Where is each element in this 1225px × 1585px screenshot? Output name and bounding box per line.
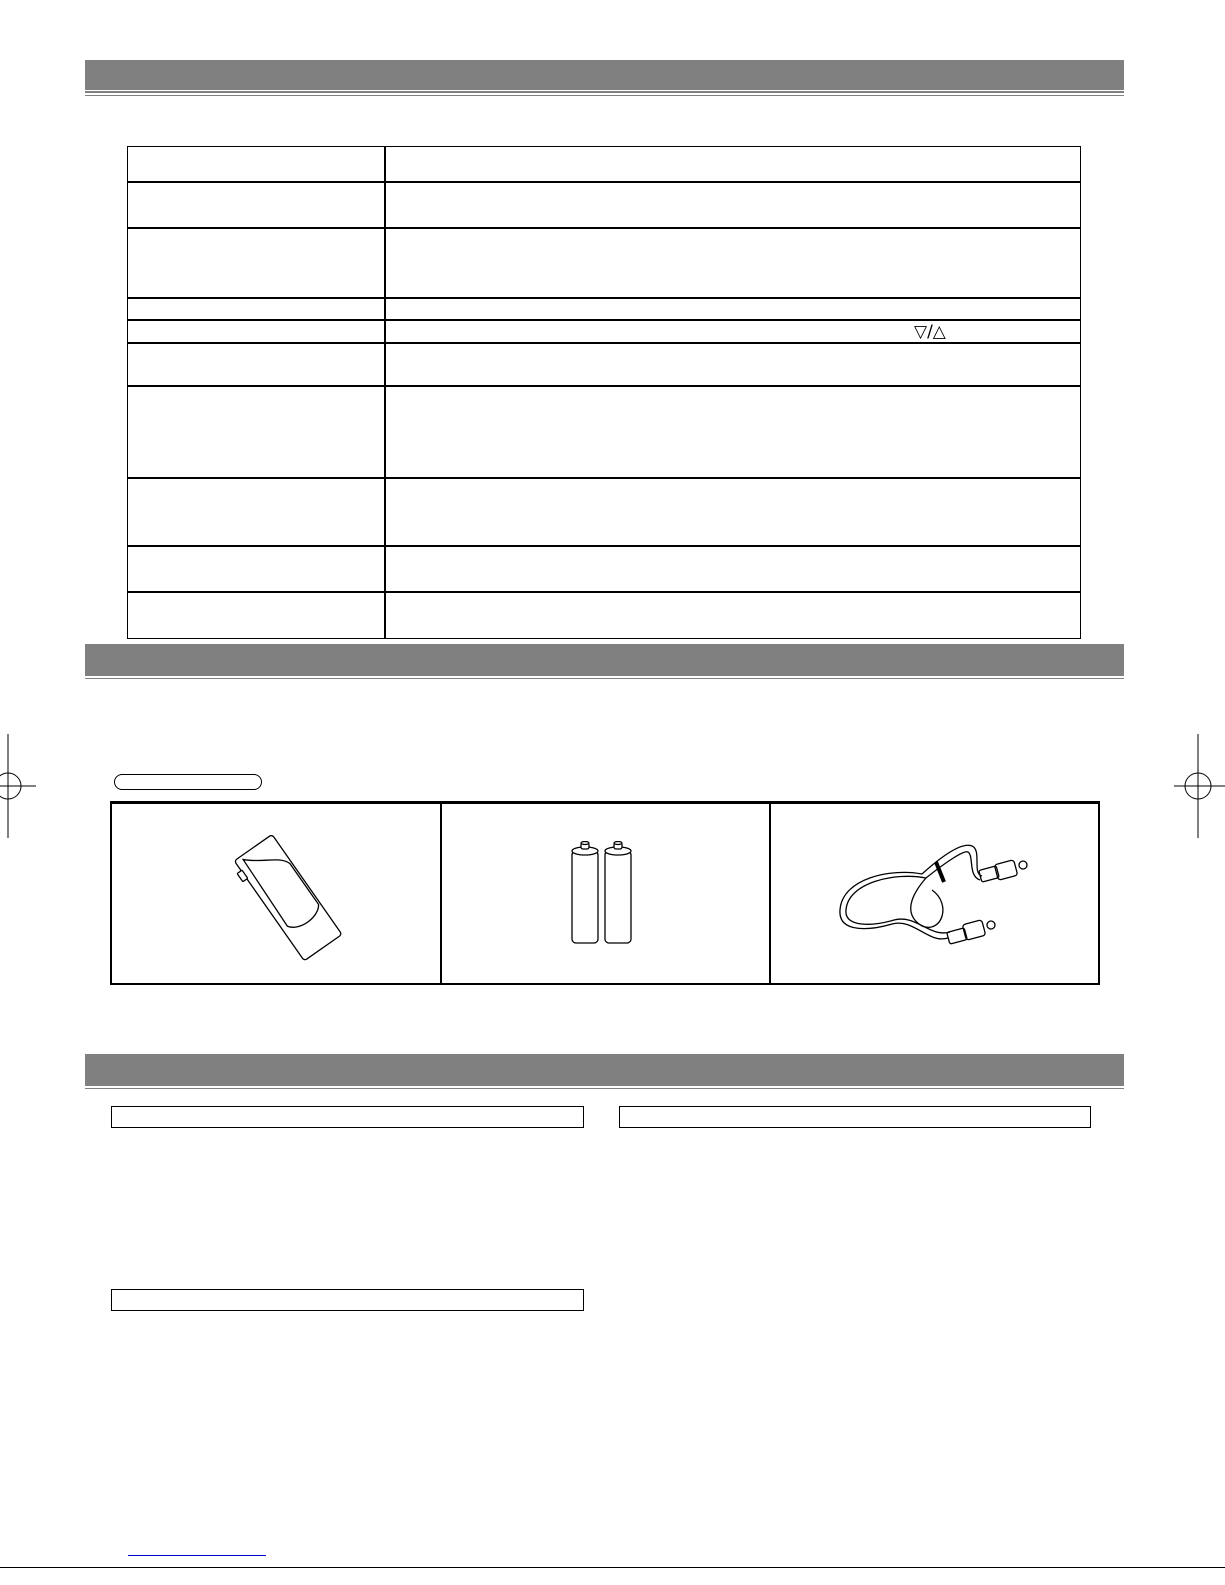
- features-table-row-divider: [128, 591, 1080, 593]
- features-table-row-divider: [128, 319, 1080, 321]
- accessories-header-rule-thin: [85, 678, 1124, 679]
- registration-mark-right-icon: [1172, 734, 1225, 838]
- footer-link-underline: [128, 1555, 266, 1556]
- accessories-section-header-bar: [85, 644, 1124, 674]
- features-table-row-divider: [128, 477, 1080, 479]
- symbols-header-rule-thin: [85, 1088, 1124, 1089]
- symbol-box-1: [111, 1106, 584, 1128]
- features-table-row-divider: [128, 385, 1080, 387]
- footer-rule: [0, 1567, 1225, 1568]
- features-table-column-divider: [384, 147, 386, 638]
- symbols-section-header-bar: [85, 1054, 1124, 1084]
- registration-mark-left-icon: [0, 734, 40, 838]
- accessories-cell-divider: [769, 804, 771, 983]
- features-header-rule: [85, 91, 1124, 93]
- accessories-header-rule: [85, 674, 1124, 676]
- accessories-cell-divider: [440, 804, 442, 983]
- down-up-arrow-icon: ▽/△: [914, 322, 946, 342]
- features-header-rule-thin: [85, 95, 1124, 96]
- symbols-header-rule: [85, 1084, 1124, 1086]
- remote-control-icon: [212, 829, 362, 964]
- features-table-row-divider: [128, 181, 1080, 183]
- symbol-box-2: [619, 1106, 1091, 1128]
- accessories-label-pill: [114, 774, 262, 790]
- features-table-row-divider: [128, 342, 1080, 344]
- features-table-row-divider: [128, 545, 1080, 547]
- rf-cable-icon: [832, 834, 1037, 964]
- symbol-box-3: [111, 1289, 584, 1311]
- accessories-box: [110, 801, 1100, 985]
- batteries-icon: [562, 841, 642, 947]
- features-table: [127, 146, 1081, 639]
- features-section-header-bar: [85, 60, 1124, 90]
- features-table-row-divider: [128, 227, 1080, 229]
- features-table-row-divider: [128, 297, 1080, 299]
